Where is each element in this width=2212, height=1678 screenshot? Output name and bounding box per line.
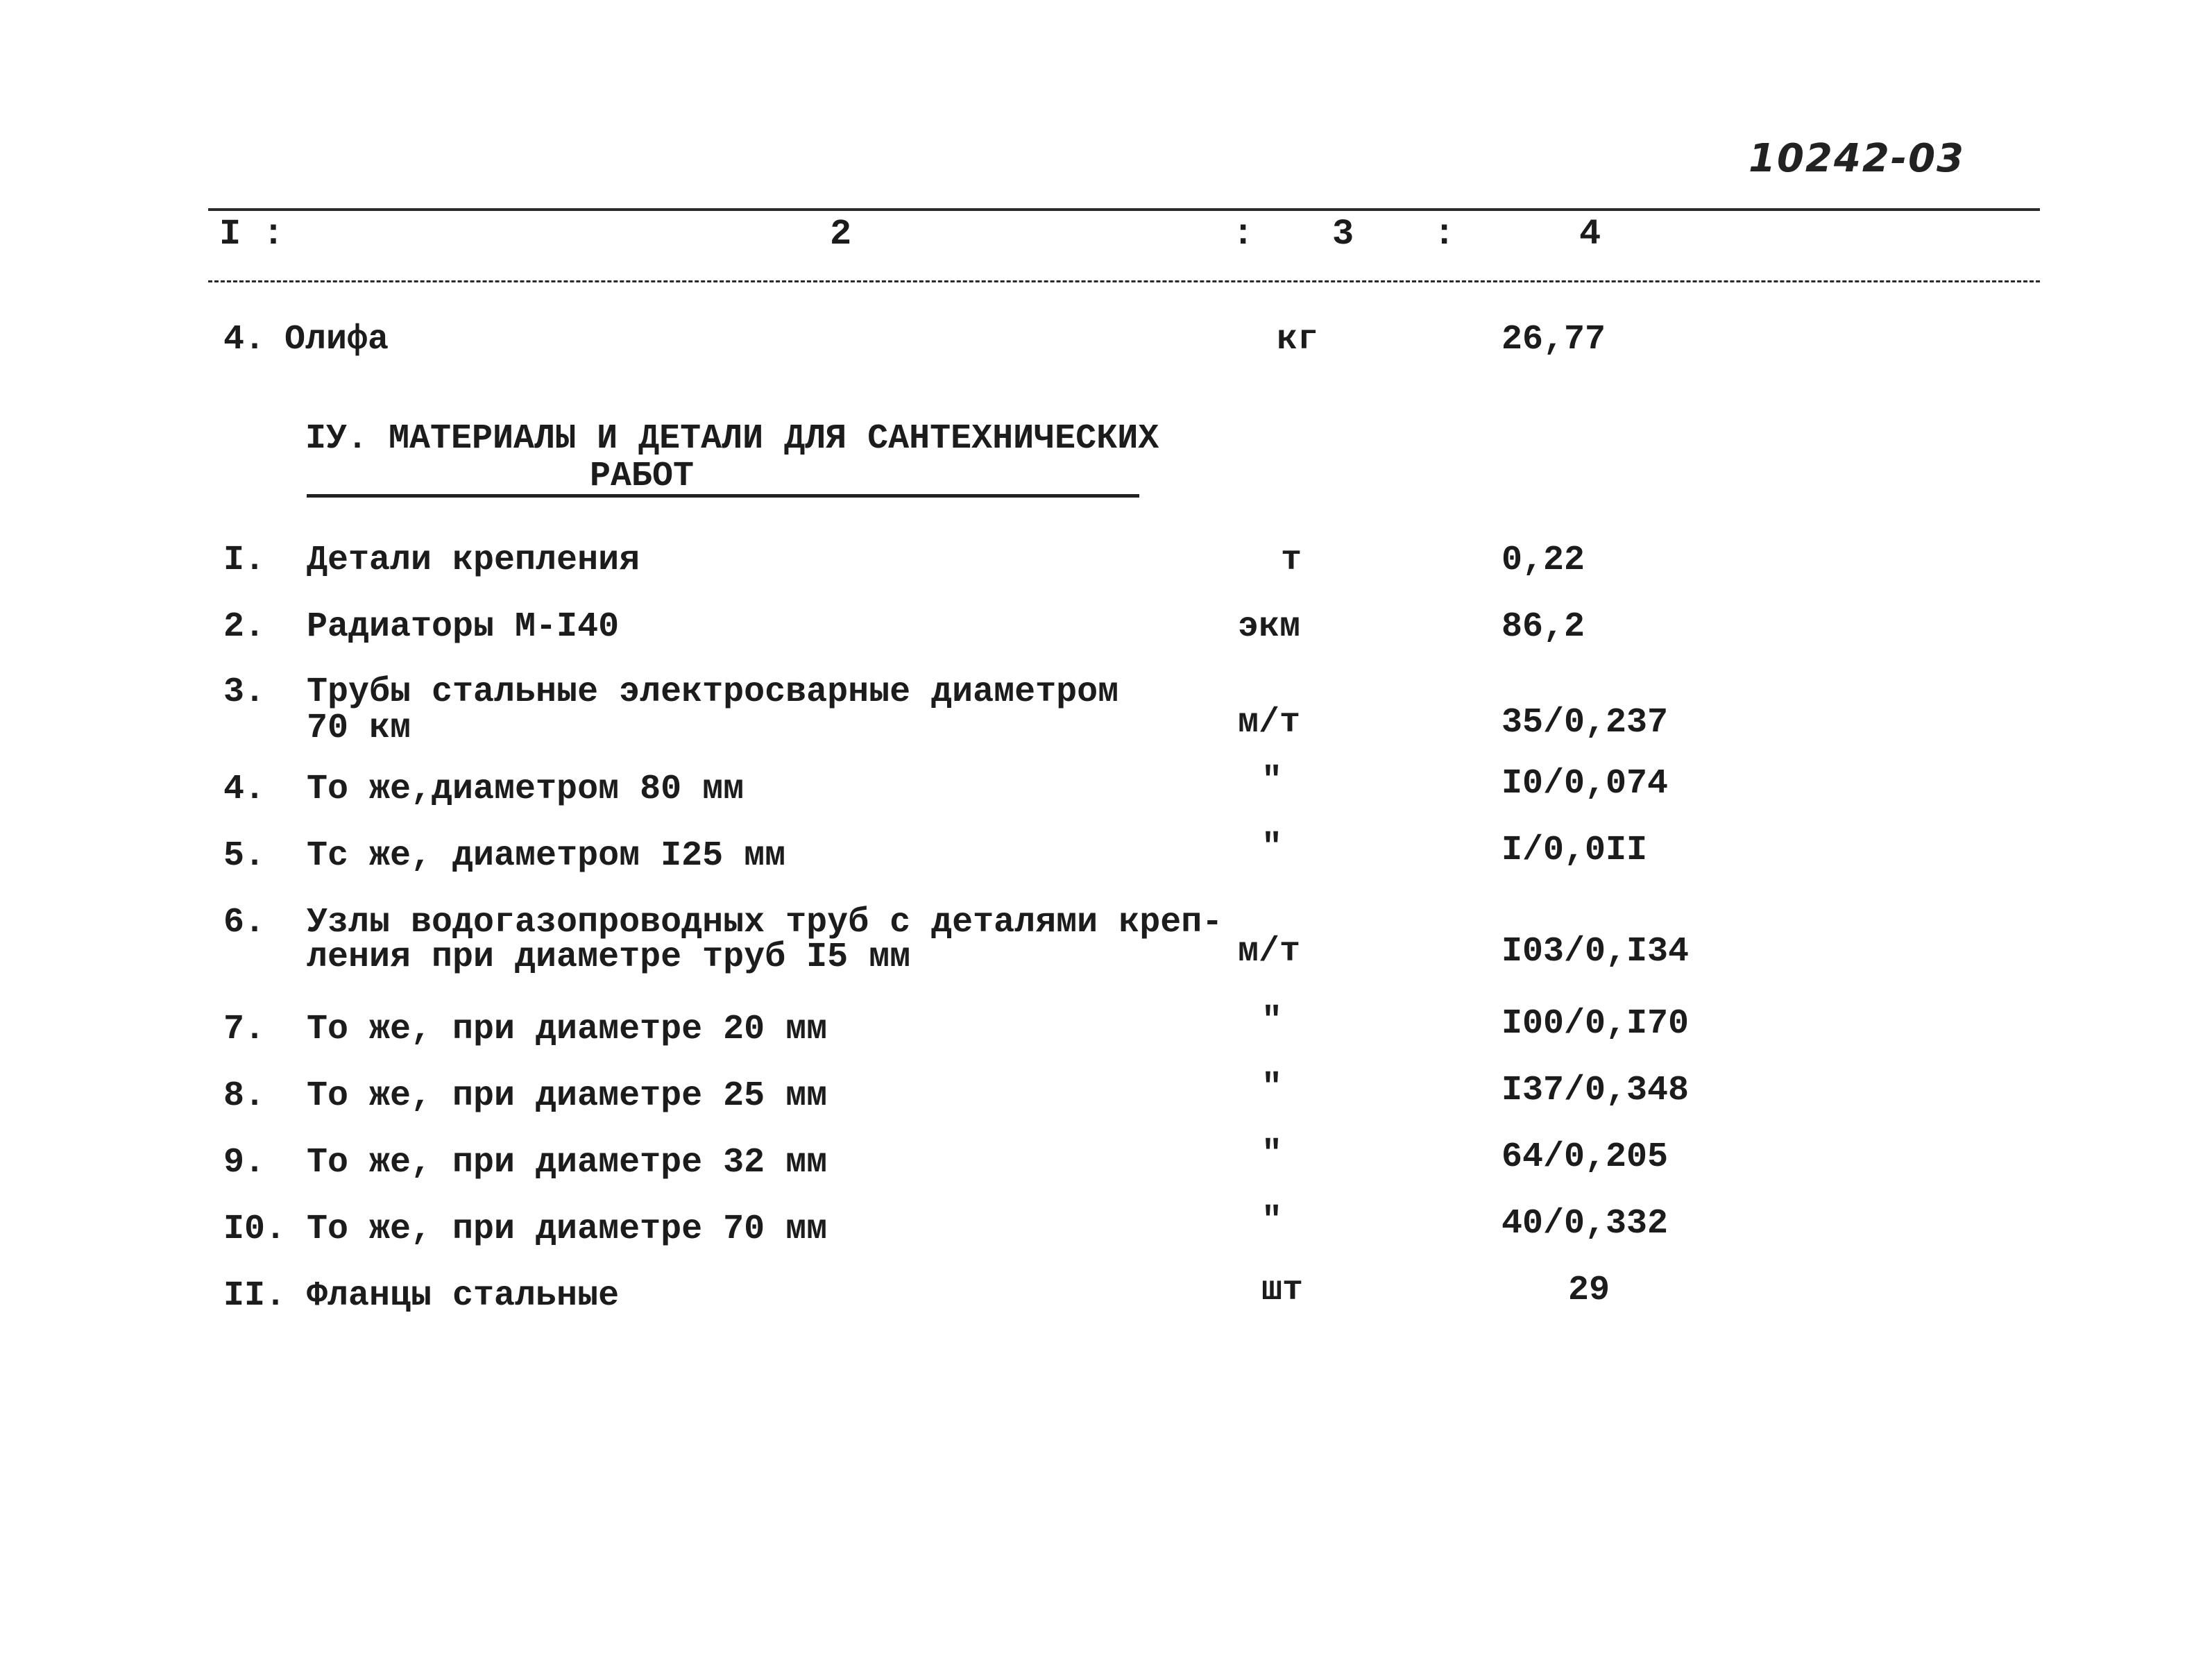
item-number: 6.: [223, 903, 266, 942]
first-item-unit: кг: [1277, 320, 1319, 359]
item-number: 5.: [223, 836, 266, 876]
item-unit: т: [1281, 541, 1302, 580]
item-qty: 40/0,332: [1501, 1204, 1669, 1244]
item-unit: экм: [1238, 607, 1301, 647]
item-qty: I03/0,I34: [1501, 932, 1690, 972]
item-number: II.: [223, 1276, 287, 1316]
item-unit-ditto: ": [1261, 1001, 1283, 1041]
item-unit-ditto: ": [1261, 1201, 1283, 1241]
item-name: Тс же, диаметром I25 мм: [307, 836, 786, 876]
item-unit: шт: [1261, 1271, 1304, 1310]
header-col4: 4: [1579, 214, 1601, 255]
item-qty: 0,22: [1501, 541, 1585, 580]
item-name: То же, при диаметре 20 мм: [307, 1010, 828, 1049]
item-number: 2.: [223, 607, 266, 647]
header-col2: 2: [830, 214, 852, 255]
item-unit-ditto: ": [1261, 828, 1283, 867]
header-sep1: :: [1232, 214, 1254, 255]
section-title-line2: РАБОТ: [590, 457, 695, 496]
item-qty: I0/0,074: [1501, 764, 1669, 804]
item-name-continued: ления при диаметре труб I5 мм: [307, 938, 911, 977]
item-number: 7.: [223, 1010, 266, 1049]
item-unit-ditto: ": [1261, 761, 1283, 801]
item-qty: 29: [1568, 1271, 1610, 1310]
item-qty: 64/0,205: [1501, 1137, 1669, 1177]
first-item-qty: 26,77: [1501, 320, 1606, 359]
item-number: I0.: [223, 1210, 287, 1249]
item-number: 9.: [223, 1143, 266, 1183]
header-bottom-rule: [208, 280, 2040, 282]
item-unit-ditto: ": [1261, 1135, 1283, 1174]
item-name: То же, при диаметре 70 мм: [307, 1210, 828, 1249]
header-col3: 3: [1332, 214, 1354, 255]
item-qty: 86,2: [1501, 607, 1585, 647]
item-unit-ditto: ": [1261, 1068, 1283, 1108]
document-number: 10242-03: [1749, 136, 1965, 181]
item-number: 8.: [223, 1076, 266, 1116]
item-number: 3.: [223, 672, 266, 712]
item-qty: I37/0,348: [1501, 1071, 1690, 1110]
item-name: Трубы стальные электросварные диаметром: [307, 672, 1119, 712]
item-number: 4.: [223, 770, 266, 809]
item-name-continued: 70 км: [307, 709, 411, 748]
header-col1: I :: [219, 214, 284, 255]
item-name: То же, при диаметре 32 мм: [307, 1143, 828, 1183]
item-name: Узлы водогазопроводных труб с деталями креп-: [307, 903, 1223, 942]
item-name: Фланцы стальные: [307, 1276, 620, 1316]
section-underline: [307, 494, 1139, 498]
item-qty: I00/0,I70: [1501, 1004, 1690, 1044]
header-top-rule: [208, 208, 2040, 211]
first-item-name: Олифа: [284, 320, 389, 359]
item-number: I.: [223, 541, 266, 580]
item-name: То же,диаметром 80 мм: [307, 770, 745, 809]
first-item-number: 4.: [223, 320, 266, 359]
item-unit: м/т: [1238, 932, 1301, 972]
item-qty: 35/0,237: [1501, 703, 1669, 743]
item-name: То же, при диаметре 25 мм: [307, 1076, 828, 1116]
item-name: Детали крепления: [307, 541, 640, 580]
header-sep2: :: [1433, 214, 1456, 255]
section-title: IУ. МАТЕРИАЛЫ И ДЕТАЛИ ДЛЯ САНТЕХНИЧЕСКИХ: [305, 419, 1159, 459]
item-qty: I/0,0II: [1501, 831, 1648, 870]
item-name: Радиаторы М-I40: [307, 607, 620, 647]
item-unit: м/т: [1238, 703, 1301, 743]
